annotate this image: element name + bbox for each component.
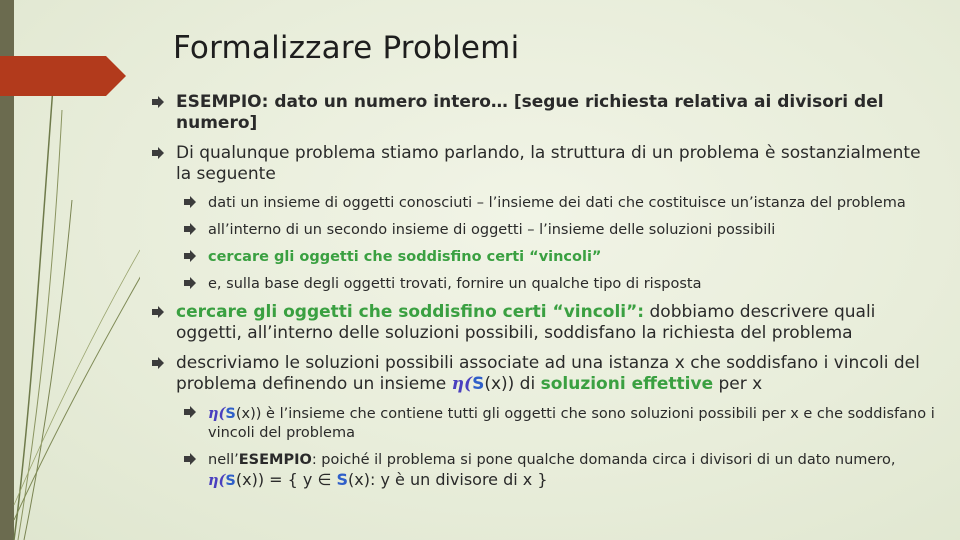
subbullet-soluzioni-possibili bbox=[148, 221, 938, 240]
slide-content bbox=[148, 92, 938, 499]
s-symbol: S bbox=[336, 470, 349, 489]
arrow-bullet-icon bbox=[184, 453, 196, 465]
formula-text: (x): y è un divisore di x } bbox=[348, 470, 548, 489]
bullet-text: all’interno di un secondo insieme di oggetti – l’insieme delle soluzioni possibili bbox=[208, 222, 776, 238]
bullet-descriviamo bbox=[148, 353, 938, 395]
eta-paren: ( bbox=[218, 472, 226, 489]
bullet-green-text: cercare gli oggetti che soddisfino certi “vincoli”: bbox=[176, 302, 645, 322]
bullet-text: dati un insieme di oggetti conosciuti – l’insieme dei dati che costituisce un’istanza del problema bbox=[208, 195, 906, 211]
bullet-text: (x)) è l’insieme che contiene tutti gli oggetti che sono soluzioni possibili per x e che soddisfano i vincoli del problema bbox=[208, 406, 935, 441]
bullet-text: nell’ bbox=[208, 452, 239, 468]
bullet-text: cercare gli oggetti che soddisfino certi “vincoli” bbox=[208, 249, 602, 265]
subbullet-dati bbox=[148, 194, 938, 213]
slide-title: Formalizzare Problemi bbox=[173, 30, 520, 66]
eta-symbol: η bbox=[208, 472, 219, 489]
eta-symbol: η bbox=[451, 374, 465, 394]
bullet-green-text: soluzioni effettive bbox=[540, 374, 714, 394]
subbullet-esempio-divisori bbox=[148, 451, 938, 491]
arrow-bullet-icon bbox=[184, 277, 196, 289]
arrow-bullet-icon bbox=[184, 196, 196, 208]
bullet-cercare-vincoli bbox=[148, 302, 938, 344]
bullet-text: dobbiamo descrivere quali oggetti, all’interno delle soluzioni possibili, soddisfano la richiesta del problema bbox=[176, 302, 876, 343]
eta-paren: ( bbox=[218, 405, 226, 422]
bullet-text: Di qualunque problema stiamo parlando, la struttura di un problema è sostanzialmente la seguente bbox=[176, 143, 921, 184]
s-symbol: S bbox=[225, 406, 236, 422]
bullet-text: per x bbox=[713, 374, 763, 394]
arrow-bullet-icon bbox=[152, 357, 164, 369]
eta-symbol: η bbox=[208, 405, 219, 422]
bullet-text: (x)) di bbox=[484, 374, 541, 394]
s-symbol: S bbox=[225, 473, 236, 489]
bullet-esempio bbox=[148, 92, 938, 134]
bullet-text: ESEMPIO: dato un numero intero… [segue richiesta relativa ai divisori del numero] bbox=[176, 92, 884, 133]
arrow-bullet-icon bbox=[152, 96, 164, 108]
formula-text: (x)) = { y ∈ bbox=[235, 470, 337, 489]
subbullet-vincoli bbox=[148, 248, 938, 267]
bullet-text: : poiché il problema si pone qualche domanda circa i divisori di un dato numero, bbox=[311, 452, 896, 468]
arrow-bullet-icon bbox=[184, 223, 196, 235]
arrow-bullet-icon bbox=[184, 250, 196, 262]
title-tab-shape bbox=[0, 56, 126, 96]
arrow-bullet-icon bbox=[152, 306, 164, 318]
subbullet-eta-definizione bbox=[148, 404, 938, 443]
eta-paren: ( bbox=[464, 374, 473, 394]
bullet-bold-text: ESEMPIO bbox=[238, 452, 312, 468]
bullet-text: descriviamo le soluzioni possibili associate ad una istanza x che soddisfano i vincoli del problema definendo un insieme bbox=[176, 353, 920, 394]
arrow-bullet-icon bbox=[184, 406, 196, 418]
subbullet-risposta bbox=[148, 275, 938, 294]
bullet-text: e, sulla base degli oggetti trovati, fornire un qualche tipo di risposta bbox=[208, 276, 702, 292]
arrow-bullet-icon bbox=[152, 147, 164, 159]
s-symbol: S bbox=[472, 374, 485, 394]
bullet-struttura bbox=[148, 143, 938, 185]
